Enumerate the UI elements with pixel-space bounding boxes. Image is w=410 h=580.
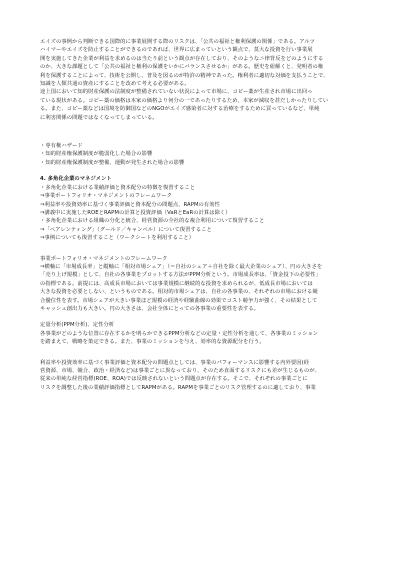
section-heading: 4. 多角化企業のマネジメント (40, 176, 112, 183)
text-line: リスクを調整した後の業績評価指標としてRAPMがある。RAPMを事業ごとのリスク管理するのに適しており、事業 (40, 384, 316, 391)
text-line: 利益率や投資効率に基づく事業評価と資本配分の問題点としては、事業のパフォーマンスに影響する内外要因(経 (40, 359, 310, 366)
list-item: ⇒事業ポートフォリオ・マネジメントのフレームワーク (40, 193, 172, 200)
list-item: ⇒事例についても復習すること（ワークシートを利用すること） (40, 235, 195, 242)
text-line: ハイマーやエイズを防止することができるのであれば、世界に広まっていという観点で、莫大な投資を行い事業展 (40, 47, 313, 54)
text-line: 各事業がどのような位置に存在するかを明らかできるPPM分析などの定量・定性分析を通して、各事業のミッション (40, 330, 319, 337)
list-item: ⇒利益率や投資効率に基づく事業評価と資本配分の問題点、RAPMの有効性 (40, 201, 220, 208)
text-line: 大きな投資を必要としない、というものである。相対的市場シェアは、自社の各事業の、それぞれの市場における競 (40, 289, 318, 296)
text-line: 途上国において知的財産保護の法制度が整備されていない状況によって市場に、コピー薬が生産され市場に出回っ (40, 89, 313, 96)
list-item: ・知的財産権保護制度が脆弱化した場合の影響 (40, 151, 153, 158)
text-line: 「売り上げ規模」として、自社の各事業をプロットする方法がPPM分析という。市場成長率は、「資金投下の必要性」 (40, 272, 321, 279)
text-line: エイズの事例から判断できる国際的に事業展開する際のリスクは、「公共の福祉と権利保護の関係」である。アルツ (40, 39, 316, 45)
final-paragraph (40, 359, 370, 393)
framework-paragraph (40, 263, 370, 313)
list-item: ・専有権ハザード (40, 143, 83, 150)
text-line: キャッシュ創出力も大きい。円の大きさは、会社全体にとっての各事業の重要性を表する。 (40, 305, 260, 312)
list-item: ・多角化企業における業績評価と資本配分の特徴を復習すること (40, 184, 196, 191)
quant-paragraph (40, 330, 370, 347)
text-line: の指標である。前提には、高成長市場においては事業規模に継続的な投資を求められるが、低成長市場においては (40, 280, 313, 287)
text-line: に利害関係の問題ではなくなってしまっている。 (40, 114, 158, 121)
list-item: ・多角化企業における組織の分化と統合、経営資源の全社的な複合利用について復習すること (40, 218, 265, 225)
text-line: る。また、コピー薬などは国境を防御国などのNGOがエイズ感染者に対する治療をするために買っているなど、単純 (40, 106, 320, 113)
spacer (40, 134, 370, 142)
hazard-list (40, 142, 370, 167)
list-item: ⇒「ペアレンティング」（グールド／キャンベル）について復習すること (40, 226, 212, 233)
text-line: 利を保護することによって、技術を公開し、普及を図るのが特許の精神であった。権利者に適切な対価を支払うことで、 (40, 72, 329, 79)
spacer (40, 313, 370, 321)
section-list (40, 184, 370, 243)
text-line: 従来の単純な経営指標(ROE、ROA)では反映されないという問題点が存在する。そこで、それぞれの事業ごとに (40, 376, 308, 383)
text-line: 営資源、市場、競合、政治・経済など)は事業ごとに異なっており、そのため直面するリスクにも差が生じるものが、 (40, 368, 321, 374)
framework-title: 事業ポートフォリオ・マネジメントのフレームワーク (40, 255, 168, 262)
spacer (40, 243, 370, 255)
second-paragraph (40, 88, 370, 122)
spacer (40, 347, 370, 359)
text-line: 合優位性を表す。市場シェアが大きい事業ほど規模の経済や経験曲線の効果でコスト競争力が強く、その結果として (40, 297, 318, 304)
list-item: ・知的財産権保護制度が整備、運動が発生された場合の影響 (40, 159, 185, 166)
text-line: 開を実施してきた企業が利益を求めるのは当たり前という観点が存在しており、そのようなニ律背反をどのようにする (40, 55, 324, 62)
text-line: 知識を人類共通の資産にすることを改めて考える必要がある。 (40, 81, 190, 88)
text-line: のか、大きな課題として「公共の福祉と権利の保護をいかにバランスさせるか」がある。歴史を紐解くと、発明者の権 (40, 64, 324, 71)
text-line: ⇒横軸に「市場成長率」と縦軸に「相対市場シェア」（＝自社のシェア＋自社を除く最大企業のシェア）、円の大きさを (40, 263, 323, 270)
quant-title: 定量分析(PPM分析)、定性分析 (40, 322, 115, 329)
spacer (40, 122, 370, 134)
text-line: を踏まえて、戦略を策定できる。また、事業のミッションを与え、効率的な資源配分を行う。 (40, 339, 265, 346)
intro-paragraph (40, 38, 370, 88)
spacer (40, 167, 370, 175)
text-line: ている現状がある。コピー薬の価格は本家の価格より何分の一であったりするため、本家が減収を甚だしかったりしてい (40, 97, 329, 104)
list-item: ⇒講義中に実施したROEとRAPMの計算と投資評価（VaRとEaRの計算は除く） (40, 209, 231, 216)
